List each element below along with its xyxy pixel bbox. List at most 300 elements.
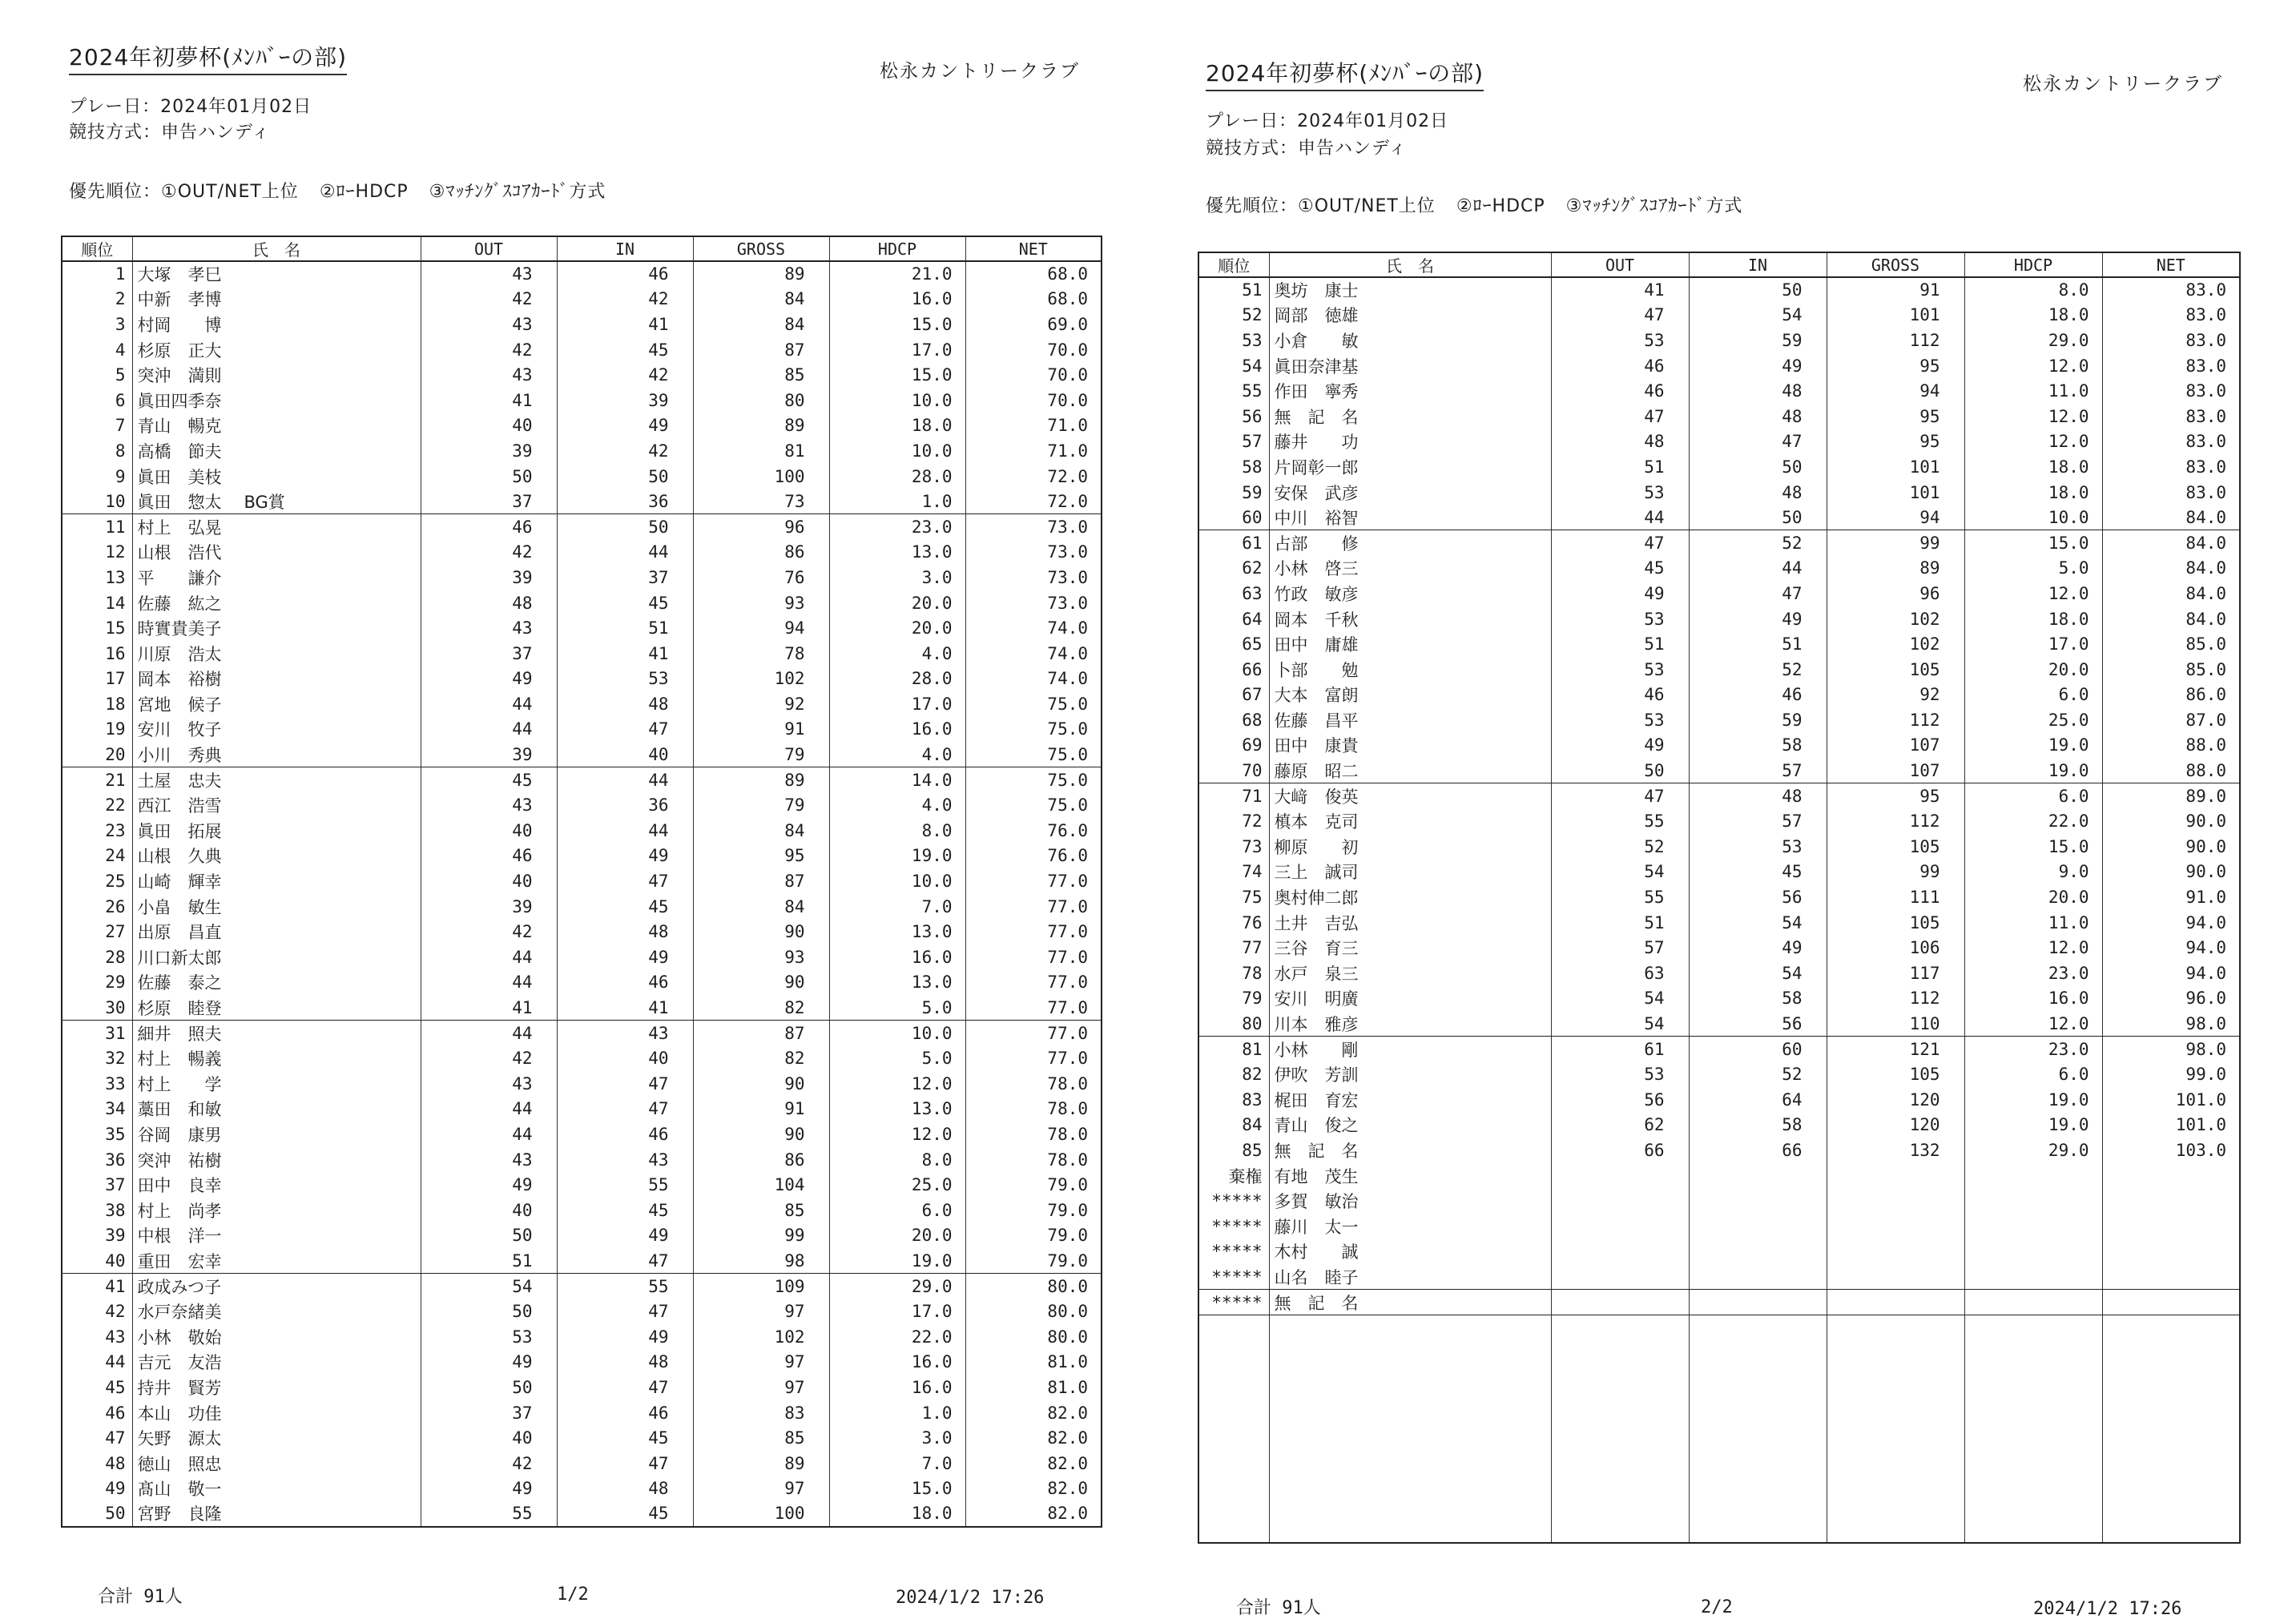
cell-net: 77.0 <box>965 1045 1102 1071</box>
cell-in: 39 <box>557 388 693 413</box>
cell-rank: 20 <box>62 742 132 767</box>
cell-gross: 92 <box>693 691 829 717</box>
cell-hdcp: 6.0 <box>1964 683 2102 708</box>
cell-net: 91.0 <box>2102 884 2240 910</box>
player-name: 奥坊 康士 <box>1274 281 1359 301</box>
cell-name <box>132 1248 421 1274</box>
cell-gross: 91 <box>1827 277 1964 303</box>
cell-name <box>132 894 421 920</box>
cell-net: 84.0 <box>2102 556 2240 582</box>
cell-net: 80.0 <box>965 1324 1102 1350</box>
cell-name <box>1269 1113 1551 1138</box>
cell-hdcp: 29.0 <box>1964 328 2102 353</box>
cell-out: 39 <box>421 742 557 767</box>
cell-hdcp: 12.0 <box>1964 353 2102 379</box>
cell-gross: 100 <box>693 464 829 489</box>
cell-out: 39 <box>421 438 557 464</box>
col-header-hdcp: HDCP <box>829 236 965 261</box>
cell-hdcp: 10.0 <box>829 1021 965 1046</box>
table-row <box>1198 429 2240 455</box>
player-name: 大﨑 俊英 <box>1274 787 1359 807</box>
player-name: 水戸 泉三 <box>1274 964 1359 984</box>
cell-in: 54 <box>1689 910 1827 936</box>
cell-net: 101.0 <box>2102 1113 2240 1138</box>
table-row <box>1198 1264 2240 1290</box>
cell-rank: 71 <box>1198 783 1269 809</box>
cell-name <box>1269 1163 1551 1189</box>
cell-name <box>132 362 421 388</box>
cell-hdcp: 10.0 <box>829 868 965 894</box>
cell-name <box>1269 1214 1551 1239</box>
cell-rank: 12 <box>62 540 132 566</box>
table-row <box>62 362 1102 388</box>
cell-gross: 95 <box>1827 783 1964 809</box>
cell-out: 43 <box>421 615 557 641</box>
table-row <box>62 565 1102 590</box>
player-name: 谷岡 康男 <box>137 1125 222 1145</box>
cell-rank: 72 <box>1198 808 1269 834</box>
cell-in: 59 <box>1689 328 1827 353</box>
results-page-2 <box>1148 0 2296 1623</box>
player-name: 佐藤 泰之 <box>137 973 222 993</box>
priority-2: ②ﾛｰHDCP <box>1456 196 1545 216</box>
cell-hdcp: 3.0 <box>829 1425 965 1451</box>
cell-in: 41 <box>557 641 693 667</box>
cell-gross: 89 <box>693 261 829 287</box>
player-name: 藤井 功 <box>1274 433 1359 453</box>
cell-name <box>1269 935 1551 961</box>
cell-hdcp: 20.0 <box>829 615 965 641</box>
cell-in: 42 <box>557 438 693 464</box>
format-label: 競技方式： <box>1206 139 1299 159</box>
cell-hdcp: 13.0 <box>829 540 965 566</box>
player-name: 村上 尚孝 <box>137 1201 222 1221</box>
table-row <box>62 844 1102 869</box>
table-row <box>62 767 1102 793</box>
player-name: 槙本 克司 <box>1274 812 1359 832</box>
cell-rank: 50 <box>62 1501 132 1527</box>
cell-gross: 90 <box>693 970 829 996</box>
cell-gross: 95 <box>1827 404 1964 429</box>
player-name: 田中 庸雄 <box>1274 635 1359 655</box>
cell-rank: 7 <box>62 413 132 439</box>
cell-net: 68.0 <box>965 261 1102 287</box>
cell-hdcp: 23.0 <box>1964 1037 2102 1062</box>
cell-name <box>1269 707 1551 733</box>
table-row <box>62 1045 1102 1071</box>
play-date: 2024年01月02日 <box>160 97 312 117</box>
table-row <box>1198 961 2240 986</box>
cell-gross: 76 <box>693 565 829 590</box>
cell-in: 47 <box>557 1097 693 1122</box>
cell-hdcp: 25.0 <box>829 1172 965 1198</box>
player-name: 片岡彰一郎 <box>1274 457 1359 477</box>
cell-out <box>1551 1264 1689 1290</box>
table-row <box>62 1097 1102 1122</box>
player-name: 伊吹 芳訓 <box>1274 1065 1359 1085</box>
cell-gross: 89 <box>693 767 829 793</box>
cell-name <box>132 1476 421 1502</box>
player-name: 髙山 敬一 <box>137 1480 222 1500</box>
cell-gross: 90 <box>693 1122 829 1147</box>
cell-name <box>1269 1037 1551 1062</box>
cell-name <box>132 944 421 970</box>
cell-out: 37 <box>421 641 557 667</box>
cell-hdcp: 1.0 <box>829 1400 965 1426</box>
player-name: 山根 浩代 <box>137 543 222 563</box>
blank-cell <box>1964 1315 2102 1542</box>
cell-in: 52 <box>1689 530 1827 556</box>
cell-name <box>1269 1061 1551 1087</box>
cell-net: 82.0 <box>965 1476 1102 1502</box>
table-row <box>1198 935 2240 961</box>
cell-out: 46 <box>1551 353 1689 379</box>
cell-out: 51 <box>1551 631 1689 657</box>
cell-name <box>1269 378 1551 404</box>
cell-hdcp: 15.0 <box>829 1476 965 1502</box>
player-name: 卜部 勉 <box>1274 660 1359 680</box>
cell-out: 42 <box>421 919 557 944</box>
cell-gross: 84 <box>693 287 829 312</box>
cell-out: 43 <box>421 792 557 818</box>
cell-gross: 84 <box>693 312 829 337</box>
cell-net: 84.0 <box>2102 530 2240 556</box>
cell-in: 48 <box>557 691 693 717</box>
cell-hdcp: 17.0 <box>829 337 965 363</box>
cell-net: 71.0 <box>965 413 1102 439</box>
player-name: 村岡 博 <box>137 315 222 335</box>
cell-rank: 49 <box>62 1476 132 1502</box>
cell-gross: 94 <box>693 615 829 641</box>
cell-hdcp: 23.0 <box>1964 961 2102 986</box>
cell-rank: 58 <box>1198 454 1269 480</box>
cell-out: 57 <box>1551 935 1689 961</box>
cell-in: 44 <box>557 818 693 844</box>
cell-gross: 87 <box>693 337 829 363</box>
cell-in: 45 <box>557 590 693 616</box>
cell-gross: 89 <box>693 1451 829 1476</box>
table-row <box>1198 834 2240 860</box>
cell-name <box>132 1425 421 1451</box>
blank-cell <box>1269 1315 1551 1542</box>
cell-net: 81.0 <box>965 1375 1102 1400</box>
cell-out: 43 <box>421 312 557 337</box>
table-row <box>1198 1061 2240 1087</box>
cell-in: 40 <box>557 1045 693 1071</box>
blank-cell <box>1551 1315 1689 1542</box>
cell-in: 45 <box>557 1501 693 1527</box>
cell-out: 49 <box>1551 581 1689 606</box>
table-row <box>1198 860 2240 885</box>
cell-gross: 89 <box>693 413 829 439</box>
cell-rank: 82 <box>1198 1061 1269 1087</box>
cell-rank: 28 <box>62 944 132 970</box>
cell-gross: 99 <box>1827 530 1964 556</box>
player-name: 中川 裕智 <box>1274 508 1359 528</box>
cell-net <box>2102 1214 2240 1239</box>
cell-hdcp: 6.0 <box>1964 783 2102 809</box>
player-name: 眞田 美枝 <box>137 467 222 487</box>
priority-3: ③ﾏｯﾁﾝｸﾞｽｺｱｶｰﾄﾞ方式 <box>429 182 606 202</box>
cell-out: 40 <box>421 868 557 894</box>
cell-out <box>1551 1290 1689 1315</box>
cell-gross: 101 <box>1827 480 1964 505</box>
col-header-hdcp: HDCP <box>1964 252 2102 277</box>
player-name: 持井 賢芳 <box>137 1378 222 1398</box>
cell-out: 42 <box>421 540 557 566</box>
cell-hdcp: 17.0 <box>1964 631 2102 657</box>
cell-out: 41 <box>421 995 557 1021</box>
cell-rank: 84 <box>1198 1113 1269 1138</box>
cell-net: 79.0 <box>965 1172 1102 1198</box>
table-row <box>62 868 1102 894</box>
player-name: 村上 暢義 <box>137 1049 222 1069</box>
format-value: 申告ハンディ <box>1298 139 1408 159</box>
player-name: 多賀 敏治 <box>1274 1192 1359 1212</box>
cell-name <box>1269 657 1551 683</box>
cell-in: 48 <box>1689 404 1827 429</box>
cell-rank: 16 <box>62 641 132 667</box>
play-date-line <box>69 93 312 118</box>
cell-out: 66 <box>1551 1138 1689 1163</box>
cell-rank: 60 <box>1198 505 1269 530</box>
cell-in: 42 <box>557 362 693 388</box>
table-row <box>1198 404 2240 429</box>
table-row <box>62 514 1102 540</box>
document-title: 2024年初夢杯(ﾒﾝﾊﾞｰの部) <box>1206 56 1484 91</box>
table-row <box>62 742 1102 767</box>
cell-rank: 66 <box>1198 657 1269 683</box>
table-row <box>62 894 1102 920</box>
cell-hdcp: 11.0 <box>1964 378 2102 404</box>
table-row <box>62 1223 1102 1249</box>
cell-gross: 101 <box>1827 303 1964 328</box>
player-name: 藁田 和敏 <box>137 1100 222 1120</box>
table-row <box>62 1122 1102 1147</box>
cell-out: 54 <box>1551 986 1689 1012</box>
cell-net: 79.0 <box>965 1223 1102 1249</box>
cell-rank: 2 <box>62 287 132 312</box>
cell-hdcp: 7.0 <box>829 894 965 920</box>
cell-name <box>132 337 421 363</box>
table-row <box>62 1274 1102 1299</box>
cell-net: 84.0 <box>2102 581 2240 606</box>
cell-name <box>132 818 421 844</box>
player-name: 有地 茂生 <box>1274 1166 1359 1186</box>
cell-net: 77.0 <box>965 944 1102 970</box>
cell-rank: 59 <box>1198 480 1269 505</box>
cell-out: 50 <box>421 1299 557 1324</box>
cell-hdcp: 12.0 <box>1964 1011 2102 1037</box>
player-name: 藤原 昭二 <box>1274 761 1359 781</box>
cell-net: 94.0 <box>2102 961 2240 986</box>
cell-hdcp: 12.0 <box>829 1071 965 1097</box>
cell-name <box>1269 631 1551 657</box>
cell-rank: 23 <box>62 818 132 844</box>
cell-gross <box>1827 1163 1964 1189</box>
cell-name <box>1269 733 1551 759</box>
cell-net: 73.0 <box>965 540 1102 566</box>
cell-name <box>132 261 421 287</box>
player-name: 無 記 名 <box>1274 1141 1359 1161</box>
cell-rank: ***** <box>1198 1188 1269 1214</box>
cell-net <box>2102 1290 2240 1315</box>
cell-in: 55 <box>557 1172 693 1198</box>
cell-out <box>1551 1188 1689 1214</box>
table-row <box>1198 505 2240 530</box>
cell-in: 53 <box>557 667 693 692</box>
cell-name <box>132 1147 421 1173</box>
cell-name <box>132 1375 421 1400</box>
cell-name <box>132 1274 421 1299</box>
cell-hdcp: 8.0 <box>829 1147 965 1173</box>
cell-rank: 61 <box>1198 530 1269 556</box>
cell-net: 77.0 <box>965 970 1102 996</box>
cell-gross: 99 <box>693 1223 829 1249</box>
cell-net: 83.0 <box>2102 378 2240 404</box>
cell-name <box>132 868 421 894</box>
cell-net <box>2102 1163 2240 1189</box>
player-name: 中新 孝博 <box>137 290 222 310</box>
cell-name <box>1269 581 1551 606</box>
cell-out: 53 <box>1551 707 1689 733</box>
cell-in: 55 <box>557 1274 693 1299</box>
cell-hdcp: 3.0 <box>829 565 965 590</box>
player-name: 吉元 友浩 <box>137 1353 222 1373</box>
cell-name <box>132 540 421 566</box>
cell-net: 85.0 <box>2102 631 2240 657</box>
cell-name <box>1269 454 1551 480</box>
cell-net: 78.0 <box>965 1097 1102 1122</box>
cell-in: 46 <box>557 970 693 996</box>
cell-net: 74.0 <box>965 667 1102 692</box>
cell-in: 42 <box>557 287 693 312</box>
cell-net: 88.0 <box>2102 758 2240 783</box>
cell-gross: 97 <box>693 1350 829 1375</box>
cell-name <box>1269 986 1551 1012</box>
cell-in: 50 <box>1689 505 1827 530</box>
cell-net: 72.0 <box>965 464 1102 489</box>
player-name: 小林 剛 <box>1274 1040 1359 1060</box>
table-row <box>1198 454 2240 480</box>
priority-label: 優先順位： <box>1206 196 1299 216</box>
cell-net: 77.0 <box>965 1021 1102 1046</box>
cell-rank: 34 <box>62 1097 132 1122</box>
cell-rank: 77 <box>1198 935 1269 961</box>
table-header-row <box>62 236 1102 261</box>
cell-hdcp: 18.0 <box>1964 454 2102 480</box>
cell-in <box>1689 1214 1827 1239</box>
table-row <box>62 312 1102 337</box>
cell-in: 50 <box>1689 454 1827 480</box>
col-header-out: OUT <box>1551 252 1689 277</box>
cell-in: 59 <box>1689 707 1827 733</box>
cell-name <box>132 919 421 944</box>
cell-out: 50 <box>1551 758 1689 783</box>
cell-net: 69.0 <box>965 312 1102 337</box>
cell-hdcp: 5.0 <box>829 1045 965 1071</box>
cell-hdcp: 14.0 <box>829 767 965 793</box>
cell-hdcp: 20.0 <box>829 590 965 616</box>
cell-name <box>1269 429 1551 455</box>
cell-out: 39 <box>421 894 557 920</box>
cell-out: 43 <box>421 1071 557 1097</box>
cell-out: 47 <box>1551 783 1689 809</box>
cell-rank: 6 <box>62 388 132 413</box>
cell-out: 42 <box>421 1451 557 1476</box>
cell-out: 41 <box>1551 277 1689 303</box>
player-name: 竹政 敏彦 <box>1274 584 1359 604</box>
cell-hdcp: 20.0 <box>1964 657 2102 683</box>
col-header-name: 氏 名 <box>1269 252 1551 277</box>
footer-total: 合計 91人 <box>1236 1598 1321 1618</box>
cell-out: 48 <box>1551 429 1689 455</box>
cell-name <box>1269 505 1551 530</box>
cell-rank: ***** <box>1198 1264 1269 1290</box>
cell-net: 78.0 <box>965 1071 1102 1097</box>
cell-gross: 85 <box>693 1198 829 1223</box>
table-row <box>1198 1113 2240 1138</box>
cell-gross: 98 <box>693 1248 829 1274</box>
cell-hdcp: 12.0 <box>829 1122 965 1147</box>
cell-gross: 120 <box>1827 1113 1964 1138</box>
cell-gross: 102 <box>693 667 829 692</box>
cell-gross: 117 <box>1827 961 1964 986</box>
cell-hdcp: 17.0 <box>829 1299 965 1324</box>
cell-out: 63 <box>1551 961 1689 986</box>
cell-hdcp: 19.0 <box>1964 1113 2102 1138</box>
table-row <box>1198 1188 2240 1214</box>
priority-2: ②ﾛｰHDCP <box>319 182 409 202</box>
cell-hdcp: 13.0 <box>829 1097 965 1122</box>
cell-rank: 56 <box>1198 404 1269 429</box>
cell-hdcp <box>1964 1264 2102 1290</box>
cell-gross: 107 <box>1827 758 1964 783</box>
cell-out: 54 <box>1551 1011 1689 1037</box>
cell-in: 51 <box>557 615 693 641</box>
cell-hdcp: 10.0 <box>829 438 965 464</box>
cell-name <box>1269 961 1551 986</box>
cell-gross: 95 <box>1827 429 1964 455</box>
cell-out: 44 <box>421 944 557 970</box>
cell-rank: 44 <box>62 1350 132 1375</box>
format-label: 競技方式： <box>69 123 162 143</box>
cell-net: 98.0 <box>2102 1037 2240 1062</box>
table-row <box>1198 758 2240 783</box>
cell-net: 79.0 <box>965 1198 1102 1223</box>
col-header-in: IN <box>557 236 693 261</box>
table-row <box>1198 556 2240 582</box>
table-row <box>1198 1214 2240 1239</box>
table-row <box>1198 783 2240 809</box>
cell-hdcp: 22.0 <box>829 1324 965 1350</box>
table-row <box>1198 1239 2240 1265</box>
cell-hdcp: 19.0 <box>829 844 965 869</box>
cell-in: 43 <box>557 1147 693 1173</box>
cell-out: 50 <box>421 1223 557 1249</box>
cell-net: 76.0 <box>965 818 1102 844</box>
cell-name <box>132 995 421 1021</box>
player-name: 奥村伸二郎 <box>1274 888 1359 908</box>
cell-rank: 43 <box>62 1324 132 1350</box>
cell-in: 49 <box>557 1324 693 1350</box>
table-row <box>62 337 1102 363</box>
cell-hdcp: 16.0 <box>829 944 965 970</box>
priority-3: ③ﾏｯﾁﾝｸﾞｽｺｱｶｰﾄﾞ方式 <box>1565 196 1743 216</box>
cell-rank: 31 <box>62 1021 132 1046</box>
cell-rank: 52 <box>1198 303 1269 328</box>
cell-net: 84.0 <box>2102 606 2240 632</box>
